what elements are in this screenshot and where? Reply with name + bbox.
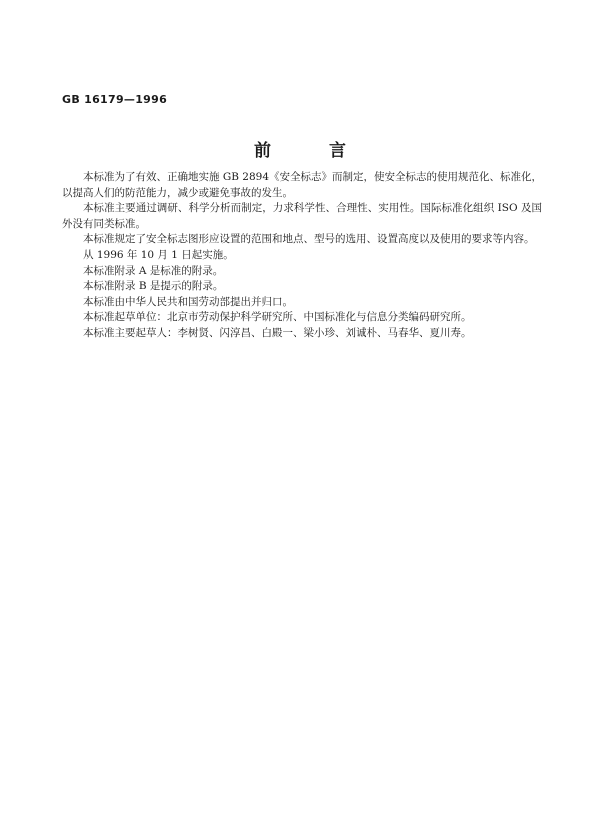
paragraph-drafting-units: 本标准起草单位：北京市劳动保护科学研究所、中国标准化与信息分类编码研究所。 <box>83 311 472 324</box>
foreword-title: 前 言 <box>254 141 372 161</box>
paragraph-effective-date: 从 1996 年 10 月 1 日起实施。 <box>83 248 234 261</box>
standard-number-header: GB 16179—1996 <box>62 93 168 106</box>
paragraph-appendix-b: 本标准附录 B 是提示的附录。 <box>83 280 224 293</box>
paragraph-drafters: 本标准主要起草人：李树贤、闪淳昌、白殿一、梁小珍、刘诚朴、马春华、夏川寿。 <box>83 326 472 339</box>
paragraph-basis: 本标准主要通过调研、科学分析而制定，力求科学性、合理性、实用性。国际标准化组织 ISO 及国外没有同类标准。 <box>62 202 542 230</box>
paragraph-scope: 本标准规定了安全标志图形应设置的范围和地点、型号的选用、设置高度以及使用的要求等内容。 <box>83 233 535 246</box>
paragraph-proposer: 本标准由中华人民共和国劳动部提出并归口。 <box>83 295 293 308</box>
foreword-body <box>62 170 542 342</box>
paragraph-appendix-a: 本标准附录 A 是标准的附录。 <box>83 264 224 277</box>
paragraph-purpose: 本标准为了有效、正确地实施 GB 2894《安全标志》而制定，使安全标志的使用规范化、标准化，以提高人们的防范能力，减少或避免事故的发生。 <box>62 171 542 199</box>
